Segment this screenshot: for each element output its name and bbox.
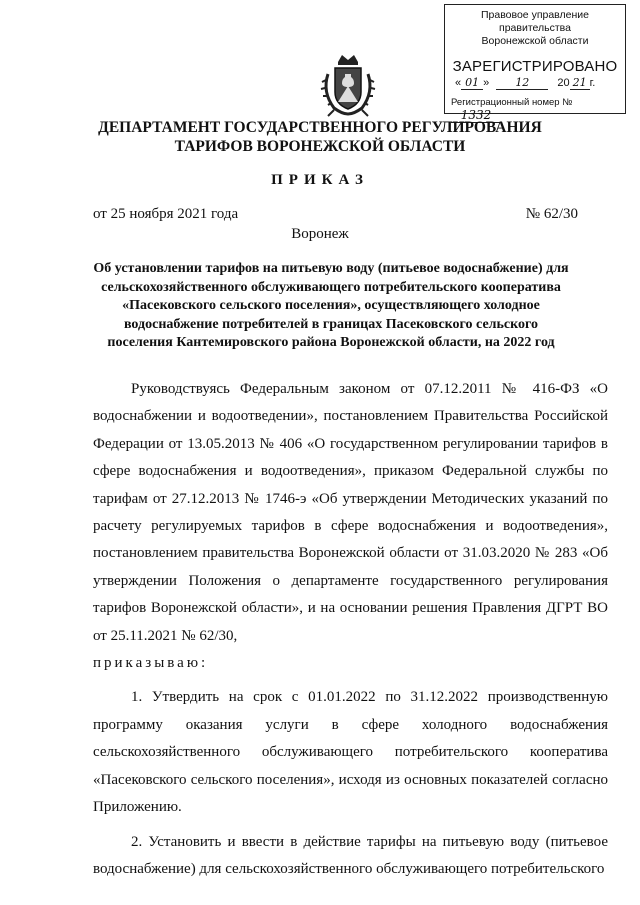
document-body <box>93 376 608 883</box>
document-title: Об установлении тарифов на питьевую воду (питьевое водоснабжение) для сельскохозяйственного обслуживающего потребительского кооператива «Пасековского сельского поселения», осуществляющего холодное водоснабжение потребителей в границах Пасековского сельского поселения Кантемировского района Воронежской области, на 2022 год <box>93 261 569 351</box>
stamp-date-year-prefix: 20 <box>557 77 570 89</box>
document-city: Воронеж <box>291 226 349 242</box>
stamp-date-day: 01 <box>461 76 483 90</box>
document-number: № 62/30 <box>525 206 578 222</box>
document-type: ПРИКАЗ <box>271 172 369 188</box>
item-1-paragraph: 1. Утвердить на срок с 01.01.2022 по 31.12.2022 производственную программу оказания услуги в сфере холодного водоснабжения сельскохозяйственного обслуживающего потребительского кооператива «Пасековского сельского поселения», исходя из основных показателей согласно Приложению. <box>93 689 608 816</box>
stamp-status: ЗАРЕГИСТРИРОВАНО <box>452 58 618 75</box>
preamble-paragraph: Руководствуясь Федеральным законом от 07.12.2011 № 416-ФЗ «О водоснабжении и водоотведении», постановлением Правительства Российской Федерации от 13.05.2013 № 406 «О государственном регулировании тарифов в сфере водоснабжения и водоотведения», приказом Федеральной службы по тарифам от 27.12.2013 № 1746-э «Об утверждении Методических указаний по расчету регулируемых тарифов в сфере водоснабжения и водоотведения», постановлением правительства Воронежской области от 31.03.2020 № 283 «Об утверждении Положения о департаменте государственного регулирования тарифов Воронежской области», и на основании решения Правления ДГРТ ВО от 25.11.2021 № 62/30, <box>93 381 608 644</box>
stamp-reg-number: 1332 <box>451 108 501 123</box>
stamp-date-month: 12 <box>496 76 548 90</box>
order-word: приказываю: <box>93 655 209 672</box>
stamp-organization <box>445 9 625 48</box>
registration-stamp <box>444 4 626 122</box>
stamp-org-line2: Воронежской области <box>481 35 589 47</box>
stamp-org-line1: Правовое управление правительства <box>480 9 589 34</box>
department-line2: ТАРИФОВ ВОРОНЕЖСКОЙ ОБЛАСТИ <box>174 138 466 155</box>
department-line1: ДЕПАРТАМЕНТ ГОСУДАРСТВЕННОГО РЕГУЛИРОВАНИЯ <box>98 119 542 136</box>
stamp-reg-label: Регистрационный номер № <box>451 97 573 108</box>
document-date: от 25 ноября 2021 года <box>93 206 239 222</box>
department-name <box>70 118 570 156</box>
stamp-date-year: 21 <box>570 76 590 90</box>
item-2-paragraph: 2. Установить и ввести в действие тарифы на питьевую воду (питьевое водоснабжение) для сельскохозяйственного обслуживающего потребительского <box>93 833 608 877</box>
stamp-date: « 01 » 12 20 21 г. <box>455 76 596 89</box>
voronezh-coat-of-arms-icon <box>320 52 376 118</box>
